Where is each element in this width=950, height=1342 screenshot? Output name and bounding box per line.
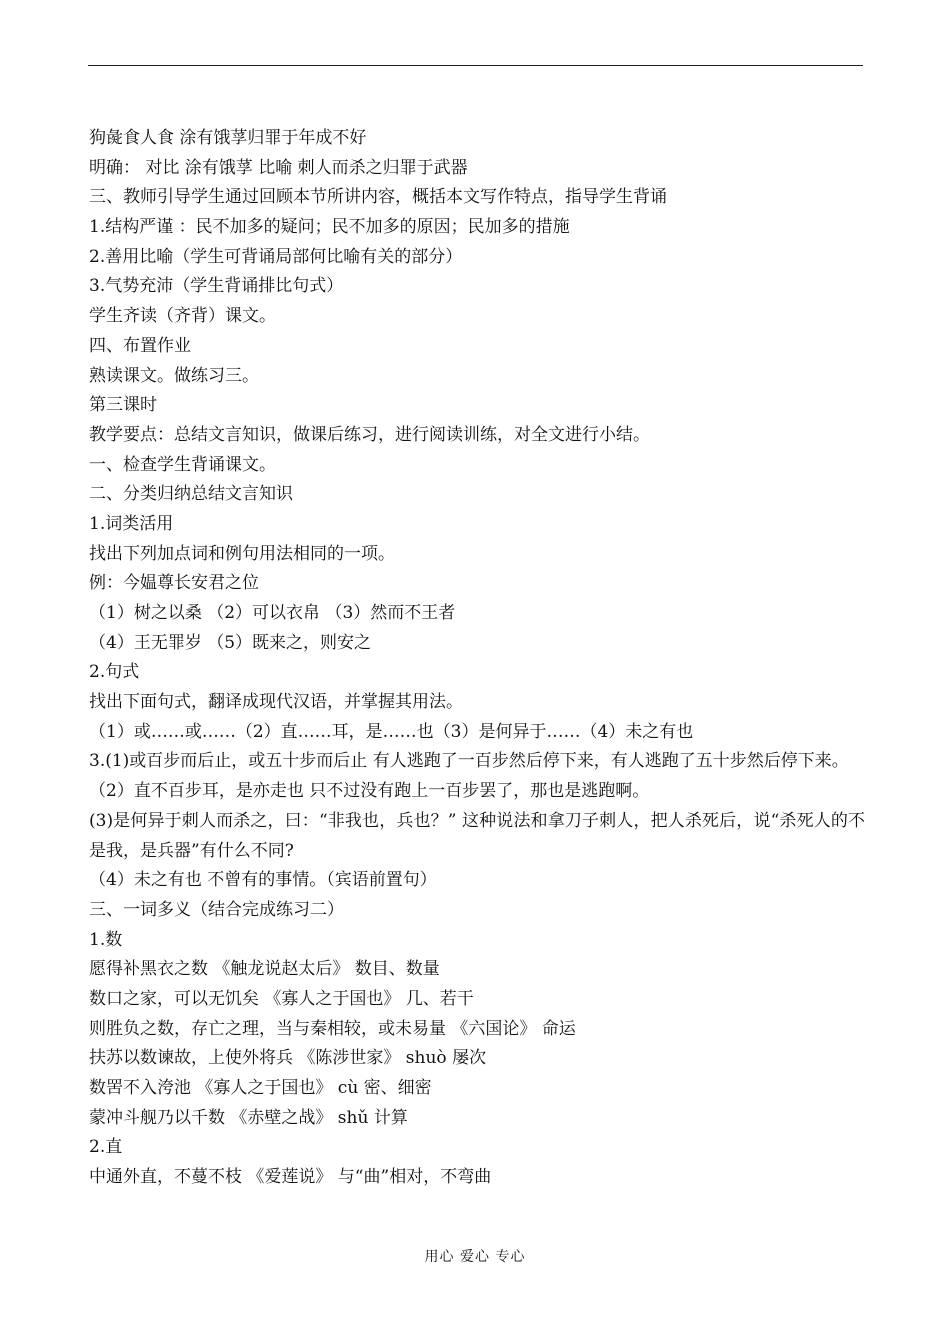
text-line: （4）未之有也 不曾有的事情。（宾语前置句）: [89, 870, 437, 891]
list-item: 3.气势充沛（学生背诵排比句式）: [89, 276, 344, 297]
text-line: 数口之家，可以无饥矣 《寡人之于国也》 几、若干: [89, 988, 474, 1009]
document-body: [89, 124, 865, 1193]
text-paragraph: 3.(1)或百步而后止，或五十步而后止 有人逃跑了一百步然后停下来，有人逃跑了五十步然后停下来。: [89, 751, 849, 772]
text-paragraph: (3)是何异于刺人而杀之，曰：“非我也，兵也？” 这种说法和拿刀子刺人，把人杀死后，说“杀死人的不是我，是兵器”有什么不同?: [89, 810, 865, 861]
header-rule: [88, 65, 863, 66]
text-line: （1）或……或……（2）直……耳，是……也（3）是何异于……（4）未之有也: [89, 721, 694, 742]
section-heading: 二、分类归纳总结文言知识: [89, 484, 293, 505]
list-item: 2.善用比喻（学生可背诵局部何比喻有关的部分）: [89, 246, 463, 267]
text-line: 例：今媪尊长安君之位: [89, 573, 259, 594]
text-line: 明确： 对比 涂有饿莩 比喻 刺人而杀之归罪于武器: [89, 157, 468, 178]
text-line: 数罟不入洿池 《寡人之于国也》 cù 密、细密: [89, 1078, 432, 1099]
text-line: （1）树之以桑 （2）可以衣帛 （3）然而不王者: [89, 603, 456, 623]
text-line: （2）直不百步耳，是亦走也 只不过没有跑上一百步罢了，那也是逃跑啊。: [89, 781, 650, 802]
text-line: 狗彘食人食 涂有饿莩归罪于年成不好: [89, 128, 367, 148]
text-line: （4）王无罪岁 （5）既来之，则安之: [89, 632, 372, 653]
text-line: 中通外直，不蔓不枝 《爱莲说》 与“曲”相对，不弯曲: [89, 1167, 492, 1188]
text-line: 熟读课文。做练习三。: [89, 365, 259, 386]
list-item: 1.数: [89, 929, 123, 950]
text-line: 找出下面句式，翻译成现代汉语，并掌握其用法。: [89, 692, 463, 713]
list-item: 2.直: [89, 1137, 123, 1158]
text-line: 教学要点：总结文言知识，做课后练习，进行阅读训练，对全文进行小结。: [89, 424, 650, 445]
text-line: 蒙冲斗舰乃以千数 《赤壁之战》 shǔ 计算: [89, 1107, 408, 1128]
list-item: 1.结构严谨 ：民不加多的疑问；民不加多的原因；民加多的措施: [89, 217, 570, 238]
text-line: 扶苏以数谏故，上使外将兵 《陈涉世家》 shuò 屡次: [89, 1048, 487, 1069]
list-item: 2.句式: [89, 662, 140, 683]
section-heading: 三、一词多义（结合完成练习二）: [89, 899, 344, 920]
section-heading: 三、教师引导学生通过回顾本节所讲内容，概括本文写作特点，指导学生背诵: [89, 187, 667, 208]
lesson-heading: 第三课时: [89, 395, 157, 416]
text-line: 找出下列加点词和例句用法相同的一项。: [89, 543, 395, 564]
section-heading: 四、布置作业: [89, 335, 191, 356]
text-line: 学生齐读（齐背）课文。: [89, 306, 276, 327]
section-heading: 一、检查学生背诵课文。: [89, 454, 276, 475]
page-footer: 用心 爱心 专心: [424, 1249, 526, 1265]
text-line: 则胜负之数，存亡之理，当与秦相较，或未易量 《六国论》 命运: [89, 1018, 576, 1039]
list-item: 1.词类活用: [89, 513, 174, 534]
text-line: 愿得补黑衣之数 《触龙说赵太后》 数目、数量: [89, 959, 440, 980]
